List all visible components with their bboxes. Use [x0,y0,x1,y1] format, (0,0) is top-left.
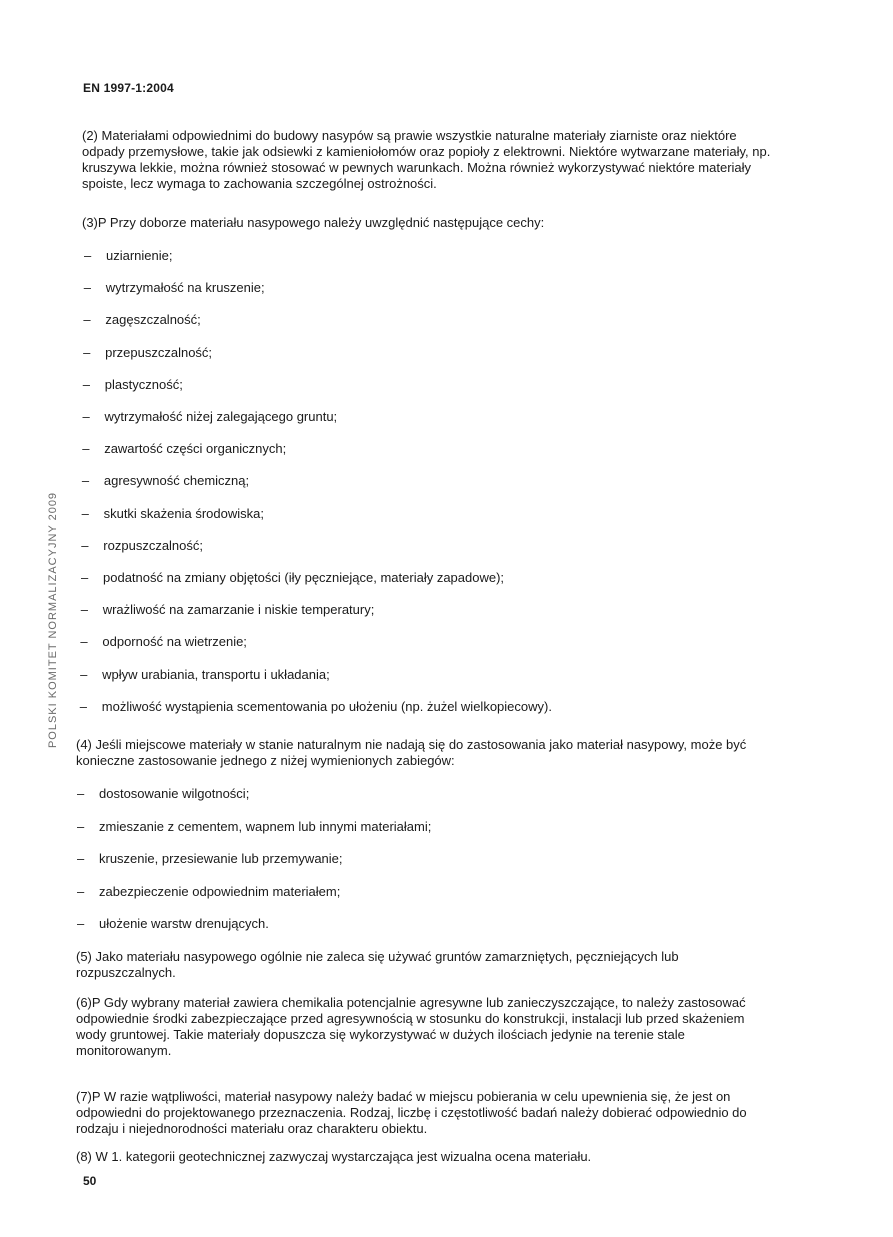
list-item-text: przepuszczalność; [105,344,213,360]
list-dash: – [79,698,88,714]
list-dash: – [77,818,85,834]
list-item [77,915,269,933]
list-item-text: dostosowanie wilgotności; [99,786,250,801]
list-item-text: zagęszczalność; [105,312,201,328]
list-item [81,601,375,619]
list-dash: – [77,883,85,899]
list-item [80,698,552,716]
paragraph-6: (6)P Gdy wybrany materiał zawiera chemikalia potencjalnie agresywne lub zanieczyszczające, to należy zastosować odpowiednie środki zabezpieczające przed agresywnością w stosunku do konstrukcji, instalacji lub przed skażeniem wody gruntowej. Takie materiały dopuszcza się wykorzystywać w dużych ilościach jedynie na terenie stale monitorowanym. [76,995,746,1058]
list-item-text: wytrzymałość na kruszenie; [105,280,265,296]
list-dash: – [82,409,90,424]
list-dash: – [81,537,89,553]
list-item-text: zmieszanie z cementem, wapnem lub innymi materiałami; [99,818,432,834]
list-item [83,408,338,426]
list-item-text: skutki skażenia środowiska; [103,505,264,521]
list-dash: – [82,441,90,457]
list-dash: – [82,376,91,392]
list-item-text: możliwość wystąpienia scementowania po ułożeniu (np. żużel wielkopiecowy). [101,698,552,714]
list-item [77,850,343,868]
paragraph-3: (3)P Przy doborze materiału nasypowego należy uwzględnić następujące cechy: [82,215,545,230]
paragraph-5: (5) Jako materiału nasypowego ogólnie nie zaleca się używać gruntów zamarzniętych, pęczniejących lub rozpuszczalnych. [76,949,679,980]
list-dash: – [83,312,91,328]
list-item [77,785,249,803]
paragraph-8: (8) W 1. kategorii geotechnicznej zazwyczaj wystarczająca jest wizualna ocena materiału. [76,1149,592,1164]
list-item [84,279,265,297]
list-item [83,376,183,394]
list-item [83,344,212,362]
list-item-text: wrażliwość na zamarzanie i niskie temperatury; [102,602,375,618]
list-item [77,818,431,836]
list-item [82,472,249,490]
list-item-text: uziarnienie; [106,248,173,263]
list-item [81,537,203,555]
list-item-text: wpływ urabiania, transportu i układania; [102,666,330,682]
list-item [83,311,200,329]
list-dash: – [77,851,85,866]
list-item-text: wytrzymałość niżej zalegającego gruntu; [104,409,338,424]
list-dash: – [83,280,91,296]
list-item-text: kruszenie, przesiewanie lub przemywanie; [99,851,343,866]
list-dash: – [77,916,85,931]
list-item-text: zawartość części organicznych; [104,441,287,457]
list-dash: – [80,602,88,618]
paragraph-4: (4) Jeśli miejscowe materiały w stanie naturalnym nie nadają się do zastosowania jako materiał nasypowy, może być konieczne zastosowanie jednego z niżej wymienionych zabiegów: [76,737,747,768]
list-dash: – [81,505,89,521]
list-item-text: ułożenie warstw drenujących. [99,916,269,931]
list-dash: – [77,786,85,801]
list-item [80,666,330,684]
list-item-text: odporność na wietrzenie; [102,634,247,650]
list-item-text: rozpuszczalność; [103,537,204,553]
side-watermark-text: POLSKI KOMITET NORMALIZACYJNY 2009 [47,491,59,749]
list-dash: – [80,634,88,650]
list-item-text: zabezpieczenie odpowiednim materiałem; [99,883,341,899]
list-item [82,440,286,458]
list-dash: – [81,473,90,489]
list-item-text: plastyczność; [104,376,183,392]
list-item-text: agresywność chemiczną; [103,473,250,489]
paragraph-2: (2) Materiałami odpowiednimi do budowy nasypów są prawie wszystkie naturalne materiały ziarniste oraz niektóre odpady przemysłowe, takie jak odsiewki z kamieniołomów oraz popioły z elektrowni. Niektóre wytwarzane materiały, np. kruszywa lekkie, można również stosować w pewnych warunkach. Można również wykorzystywać niektóre materiały spoiste, lecz wymaga to zachowania szczególnej ostrożności. [82,128,771,191]
document-id: EN 1997-1:2004 [83,81,174,95]
page-number: 50 [83,1174,97,1188]
list-item-text: podatność na zmiany objętości (iły pęczniejące, materiały zapadowe); [103,570,505,585]
list-item [81,569,504,587]
list-item [82,505,264,523]
list-dash: – [81,570,89,585]
paragraph-7: (7)P W razie wątpliwości, materiał nasypowy należy badać w miejscu pobierania w celu upewnienia się, że jest on odpowiedni do projektowanego przeznaczenia. Rodzaj, liczbę i częstotliwość badań należy dobierać odpowiednio do rodzaju i niejednorodności materiału oraz charakteru obiektu. [76,1089,747,1136]
list-dash: – [84,248,92,263]
list-item [84,247,173,265]
list-item [77,883,340,901]
list-dash: – [80,666,88,682]
list-item [80,633,247,651]
list-dash: – [83,344,91,360]
